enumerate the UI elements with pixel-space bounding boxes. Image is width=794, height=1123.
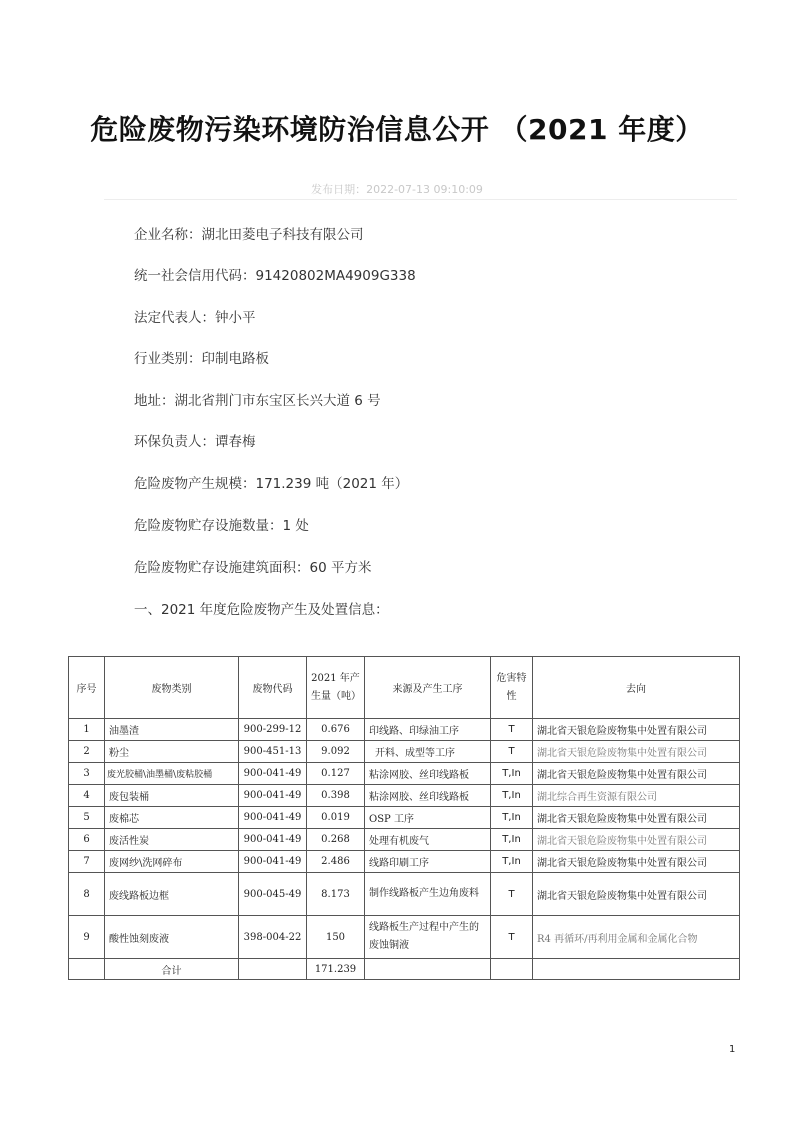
- header-source: 来源及产生工序: [365, 657, 491, 719]
- cell-hazard: T: [491, 916, 533, 959]
- table-row: [69, 916, 740, 959]
- table-total-row: [69, 959, 740, 980]
- info-line-legal-rep: [134, 306, 256, 326]
- header-destination: 去向: [533, 657, 740, 719]
- cell-code: 900-299-12: [239, 719, 307, 741]
- header-seq: 序号: [69, 657, 105, 719]
- cell-code: 900-041-49: [239, 807, 307, 829]
- cell-hazard: T,In: [491, 763, 533, 785]
- cell-destination: 湖北省天银危险废物集中处置有限公司: [533, 807, 740, 829]
- cell-amount: 2.486: [307, 851, 365, 873]
- cell-amount: 0.127: [307, 763, 365, 785]
- info-label: 危险废物贮存设施建筑面积：: [134, 560, 310, 576]
- cell-category: 酸性蚀刻废液: [105, 916, 239, 959]
- cell-source: 处理有机废气: [365, 829, 491, 851]
- cell-hazard: T,In: [491, 829, 533, 851]
- cell-amount: 0.676: [307, 719, 365, 741]
- cell-seq: 8: [69, 873, 105, 916]
- table-header-row: [69, 657, 740, 719]
- cell-category: 废包装桶: [105, 785, 239, 807]
- cell-category: 油墨渣: [105, 719, 239, 741]
- table-row: [69, 719, 740, 741]
- info-value: 171.239 吨（2021 年）: [255, 476, 409, 492]
- divider: [104, 199, 737, 200]
- cell-category: 粉尘: [105, 741, 239, 763]
- table-row: [69, 829, 740, 851]
- cell-amount: 0.268: [307, 829, 365, 851]
- header-category: 废物类别: [105, 657, 239, 719]
- cell-category: 废网纱\洗网碎布: [105, 851, 239, 873]
- cell-hazard: T: [491, 741, 533, 763]
- header-amount: 2021 年产生量（吨）: [307, 657, 365, 719]
- cell-source: 粘涂网胶、丝印线路板: [365, 763, 491, 785]
- info-line-waste-scale: [134, 472, 408, 492]
- header-hazard: 危害特性: [491, 657, 533, 719]
- info-line-credit-code: [134, 264, 416, 284]
- info-value: 91420802MA4909G338: [255, 268, 416, 284]
- cell-amount: 150: [307, 916, 365, 959]
- cell-empty: [491, 959, 533, 980]
- info-value: 钟小平: [215, 310, 256, 326]
- cell-hazard: T,In: [491, 807, 533, 829]
- table-row: [69, 763, 740, 785]
- info-line-industry: [134, 347, 269, 367]
- cell-code: 398-004-22: [239, 916, 307, 959]
- cell-source: 线路板生产过程中产生的废蚀铜液: [365, 916, 491, 959]
- cell-destination: 湖北省天银危险废物集中处置有限公司: [533, 741, 740, 763]
- info-value: 湖北省荆门市东宝区长兴大道 6 号: [174, 393, 381, 409]
- info-label: 危险废物贮存设施数量：: [134, 518, 283, 534]
- info-value: 1 处: [282, 518, 309, 534]
- info-label: 法定代表人：: [134, 310, 215, 326]
- cell-code: 900-041-49: [239, 785, 307, 807]
- cell-seq: 2: [69, 741, 105, 763]
- table-row: [69, 741, 740, 763]
- cell-seq: 4: [69, 785, 105, 807]
- cell-source: 制作线路板产生边角废料: [365, 873, 491, 916]
- table-row: [69, 873, 740, 916]
- cell-destination: 湖北省天银危险废物集中处置有限公司: [533, 829, 740, 851]
- cell-source: 线路印刷工序: [365, 851, 491, 873]
- cell-category: 废棉芯: [105, 807, 239, 829]
- info-line-env-manager: [134, 430, 256, 450]
- cell-source: 印线路、印绿油工序: [365, 719, 491, 741]
- cell-code: 900-041-49: [239, 763, 307, 785]
- table-row: [69, 807, 740, 829]
- info-label: 危险废物产生规模：: [134, 476, 256, 492]
- info-value: 湖北田菱电子科技有限公司: [201, 227, 364, 243]
- cell-destination: 湖北省天银危险废物集中处置有限公司: [533, 873, 740, 916]
- info-label: 环保负责人：: [134, 434, 215, 450]
- cell-code: 900-041-49: [239, 829, 307, 851]
- cell-source: 开料、成型等工序: [365, 741, 491, 763]
- cell-seq: 7: [69, 851, 105, 873]
- info-label: 统一社会信用代码：: [134, 268, 256, 284]
- cell-amount: 8.173: [307, 873, 365, 916]
- cell-hazard: T,In: [491, 851, 533, 873]
- cell-empty: [533, 959, 740, 980]
- info-line-storage-count: [134, 514, 309, 534]
- cell-code: 900-041-49: [239, 851, 307, 873]
- info-label: 地址：: [134, 393, 175, 409]
- cell-seq: 5: [69, 807, 105, 829]
- cell-seq: 9: [69, 916, 105, 959]
- table-row: [69, 785, 740, 807]
- cell-category: 废光胶桶\油墨桶\废粘胶桶: [105, 763, 239, 785]
- cell-seq: 1: [69, 719, 105, 741]
- publish-date: 发布日期：2022-07-13 09:10:09: [311, 183, 483, 196]
- info-line-storage-area: [134, 556, 371, 576]
- cell-category: 废线路板边框: [105, 873, 239, 916]
- cell-hazard: T,In: [491, 785, 533, 807]
- cell-hazard: T: [491, 719, 533, 741]
- cell-code: 900-045-49: [239, 873, 307, 916]
- cell-seq: 6: [69, 829, 105, 851]
- cell-destination: R4 再循环/再利用金属和金属化合物: [533, 916, 740, 959]
- cell-destination: 湖北省天银危险废物集中处置有限公司: [533, 763, 740, 785]
- cell-amount: 0.019: [307, 807, 365, 829]
- cell-source: 粘涂网胶、丝印线路板: [365, 785, 491, 807]
- page-title: 危险废物污染环境防治信息公开 （2021 年度）: [90, 113, 704, 146]
- table-row: [69, 851, 740, 873]
- info-label: 行业类别：: [134, 351, 202, 367]
- info-value: 60 平方米: [309, 560, 372, 576]
- info-label: 企业名称：: [134, 227, 202, 243]
- total-label: 合计: [105, 959, 239, 980]
- cell-category: 废活性炭: [105, 829, 239, 851]
- total-amount: 171.239: [307, 959, 365, 980]
- cell-hazard: T: [491, 873, 533, 916]
- cell-amount: 9.092: [307, 741, 365, 763]
- cell-seq: 3: [69, 763, 105, 785]
- waste-table: [68, 656, 740, 980]
- info-value: 谭春梅: [215, 434, 256, 450]
- cell-source: OSP 工序: [365, 807, 491, 829]
- cell-destination: 湖北省天银危险废物集中处置有限公司: [533, 719, 740, 741]
- cell-empty: [239, 959, 307, 980]
- info-value: 印制电路板: [201, 351, 269, 367]
- cell-empty: [69, 959, 105, 980]
- cell-destination: 湖北省天银危险废物集中处置有限公司: [533, 851, 740, 873]
- page-number: 1: [729, 1044, 736, 1055]
- cell-destination: 湖北综合再生资源有限公司: [533, 785, 740, 807]
- section-heading: 一、2021 年度危险废物产生及处置信息：: [134, 602, 389, 618]
- cell-code: 900-451-13: [239, 741, 307, 763]
- header-code: 废物代码: [239, 657, 307, 719]
- cell-amount: 0.398: [307, 785, 365, 807]
- cell-empty: [365, 959, 491, 980]
- info-line-company: [134, 223, 364, 243]
- info-line-address: [134, 389, 381, 409]
